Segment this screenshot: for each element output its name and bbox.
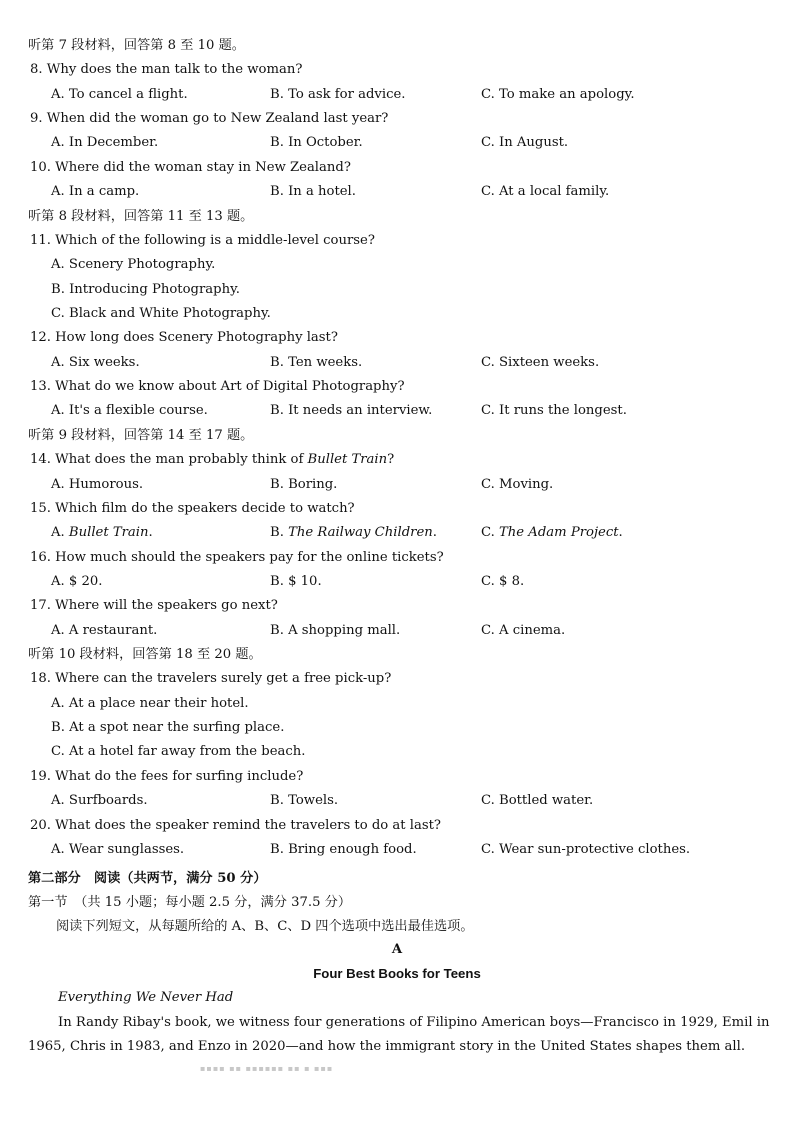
section-one-heading-text: 第一节 （共 15 小题；每小题 2.5 分，满分 37.5 分）: [28, 895, 352, 910]
section-instruction: [0, 426, 794, 446]
option-a: A. In December.: [51, 135, 159, 151]
question-text: 16. How much should the speakers pay for the online tickets?: [30, 549, 444, 565]
option-c: [481, 523, 623, 543]
question-text: [30, 450, 394, 470]
answer-options: [0, 133, 794, 153]
option-a: A. At a place near their hotel.: [51, 695, 249, 711]
question-text: 10. Where did the woman stay in New Zealand?: [30, 159, 351, 175]
section-instruction: [0, 207, 794, 227]
question-text: 8. Why does the man talk to the woman?: [30, 62, 303, 78]
option-b: B. Ten weeks.: [270, 354, 363, 370]
option-a: A. Wear sunglasses.: [51, 841, 185, 857]
option-a: A. Humorous.: [51, 476, 144, 492]
question-stem: [0, 499, 794, 519]
option-c: C. At a hotel far away from the beach.: [51, 744, 306, 760]
option-a: A. Surfboards.: [51, 793, 148, 809]
option-c: C. Bottled water.: [481, 793, 594, 809]
answer-options: [0, 401, 794, 421]
answer-options: [0, 353, 794, 373]
question-stem: [0, 60, 794, 80]
option-b: B. Towels.: [270, 793, 339, 809]
question-stem: [0, 548, 794, 568]
instruction-text: 听第 7 段材料，回答第 8 至 10 题。: [28, 38, 245, 53]
answer-option-row: [0, 255, 794, 275]
option-c: C. Moving.: [481, 476, 554, 492]
option-c: C. At a local family.: [481, 184, 610, 200]
footer-mark: ▪▪▪▪ ▪▪ ▪▪▪▪▪▪ ▪▪ ▪ ▪▪▪: [200, 1064, 334, 1073]
option-text-part: C.: [481, 525, 500, 541]
paragraph-line: [0, 1037, 794, 1057]
answer-option-row: [0, 718, 794, 738]
paragraph-line: [0, 1013, 794, 1033]
reading-direction: [0, 917, 794, 937]
option-a: [51, 523, 153, 543]
question-stem: [0, 669, 794, 689]
answer-options: [0, 182, 794, 202]
option-b: [270, 523, 437, 543]
part-two-heading-text: 第二部分 阅读（共两节，满分 50 分）: [28, 871, 267, 886]
option-text-part: .: [148, 525, 153, 541]
option-b: B. In a hotel.: [270, 184, 356, 200]
question-stem: [0, 377, 794, 397]
option-b: B. At a spot near the surfing place.: [51, 720, 285, 736]
option-b: B. A shopping mall.: [270, 622, 401, 638]
page-footer: [0, 1064, 794, 1076]
section-one-heading: [0, 893, 794, 913]
instruction-text: 听第 10 段材料，回答第 18 至 20 题。: [28, 647, 262, 662]
question-stem: [0, 109, 794, 129]
option-b: B. In October.: [270, 135, 363, 151]
question-text: 9. When did the woman go to New Zealand last year?: [30, 111, 389, 127]
option-c: C. Wear sun-protective clothes.: [481, 841, 691, 857]
answer-options: [0, 85, 794, 105]
section-instruction: [0, 36, 794, 56]
answer-options: [0, 791, 794, 811]
question-stem: [0, 231, 794, 251]
option-b: B. Bring enough food.: [270, 841, 417, 857]
option-c: C. A cinema.: [481, 622, 566, 638]
question-text-part: 14. What does the man probably think of: [30, 452, 308, 468]
option-b: B. It needs an interview.: [270, 403, 433, 419]
paragraph-line-text: 1965, Chris in 1983, and Enzo in 2020—and how the immigrant story in the United States shapes them all.: [28, 1039, 746, 1054]
passage-title: Four Best Books for Teens: [313, 966, 481, 981]
option-b: B. Boring.: [270, 476, 338, 492]
option-a: A. Six weeks.: [51, 354, 140, 370]
question-text: 19. What do the fees for surfing include?: [30, 768, 304, 784]
option-text-part: B.: [270, 525, 289, 541]
question-stem: [0, 816, 794, 836]
answer-options: [0, 475, 794, 495]
film-title: Bullet Train: [307, 452, 388, 468]
question-stem: [0, 450, 794, 470]
option-b: B. $ 10.: [270, 573, 322, 589]
paragraph-line-text: In Randy Ribay's book, we witness four generations of Filipino American boys—Francisco in 1929, Emil in: [58, 1015, 770, 1030]
option-text-part: .: [618, 525, 623, 541]
question-stem: [0, 158, 794, 178]
option-text-part: A.: [51, 525, 69, 541]
question-text: 13. What do we know about Art of Digital Photography?: [30, 379, 405, 394]
option-c: C. Sixteen weeks.: [481, 354, 600, 370]
option-a: A. In a camp.: [51, 184, 140, 200]
option-b: B. Introducing Photography.: [51, 281, 240, 297]
question-text: 12. How long does Scenery Photography last?: [30, 330, 338, 346]
passage-letter: A: [391, 942, 403, 957]
option-a: A. To cancel a flight.: [51, 86, 188, 102]
option-a: A. It's a flexible course.: [51, 403, 208, 419]
question-text: 17. Where will the speakers go next?: [30, 598, 278, 614]
answer-option-row: [0, 304, 794, 324]
question-stem: [0, 596, 794, 616]
option-a: A. $ 20.: [51, 573, 103, 589]
question-stem: [0, 767, 794, 787]
option-c: C. It runs the longest.: [481, 403, 627, 419]
option-c: C. Black and White Photography.: [51, 306, 271, 321]
question-text: 18. Where can the travelers surely get a free pick-up?: [30, 671, 392, 687]
instruction-text: 听第 9 段材料，回答第 14 至 17 题。: [28, 427, 254, 443]
option-a: A. A restaurant.: [51, 622, 158, 638]
book-title: [0, 988, 794, 1008]
section-instruction: [0, 645, 794, 665]
instruction-text: 听第 8 段材料，回答第 11 至 13 题。: [28, 208, 254, 224]
option-text-part: .: [432, 525, 437, 541]
question-text-part: ?: [387, 452, 395, 468]
answer-options: [0, 840, 794, 860]
option-c: C. In August.: [481, 135, 569, 151]
film-title: The Railway Children: [288, 525, 433, 541]
answer-options: [0, 572, 794, 592]
answer-options: [0, 621, 794, 641]
question-text: 20. What does the speaker remind the travelers to do at last?: [30, 817, 441, 833]
question-text: 15. Which film do the speakers decide to watch?: [30, 500, 355, 516]
option-c: C. $ 8.: [481, 573, 525, 589]
option-b: B. To ask for advice.: [270, 86, 406, 102]
film-title: Bullet Train: [68, 525, 149, 541]
part-two-heading: [0, 869, 794, 889]
answer-options: [0, 523, 794, 543]
reading-direction-text: 阅读下列短文，从每题所给的 A、B、C、D 四个选项中选出最佳选项。: [56, 919, 474, 934]
answer-option-row: [0, 694, 794, 714]
option-c: C. To make an apology.: [481, 86, 635, 102]
option-a: A. Scenery Photography.: [51, 257, 216, 273]
answer-option-row: [0, 280, 794, 300]
question-text: 11. Which of the following is a middle-level course?: [30, 232, 375, 248]
question-stem: [0, 328, 794, 348]
answer-option-row: [0, 742, 794, 762]
book-title-text: Everything We Never Had: [58, 990, 234, 1005]
film-title: The Adam Project: [499, 525, 619, 541]
